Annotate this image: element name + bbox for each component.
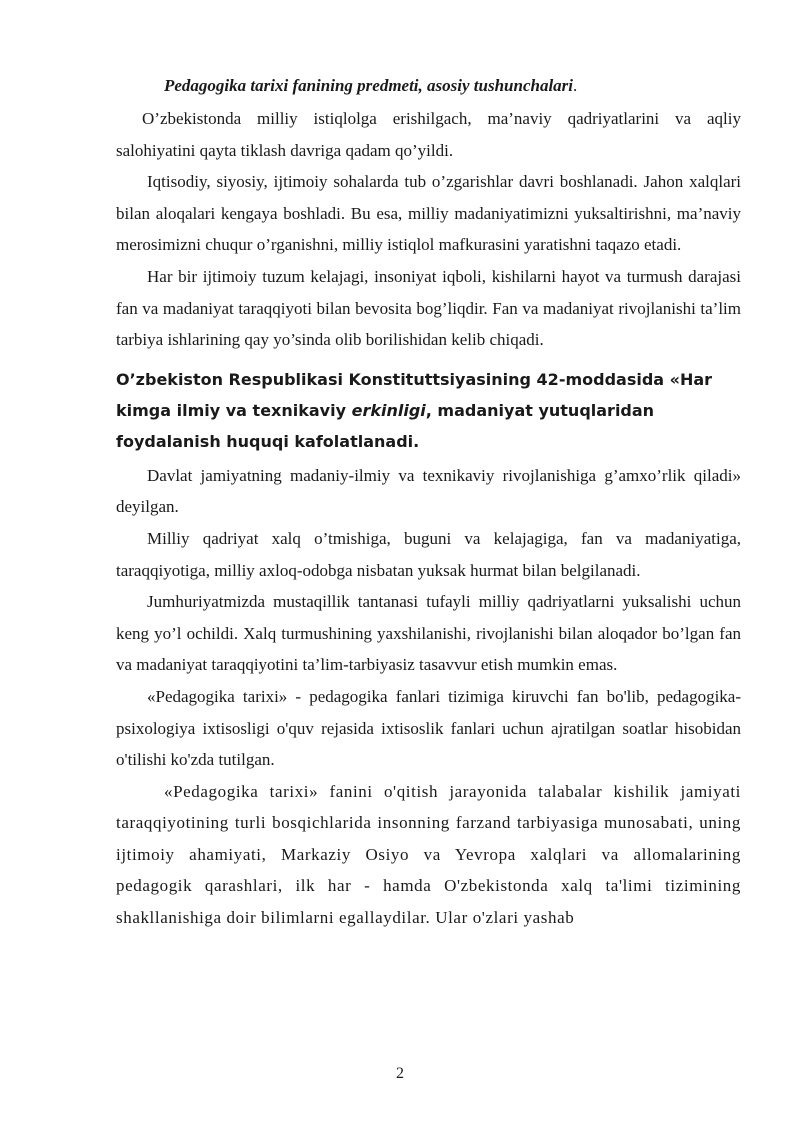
paragraph-5: Milliy qadriyat xalq o’tmishiga, buguni va kelajagiga, fan va madaniyatiga, taraqqiyotiga, milliy axloq-odobga nisbatan yuksak hurmat bilan belgilanadi. — [116, 528, 741, 580]
constitution-heading: O’zbekiston Respublikasi Konstituttsiyasining 42-moddasida «Har kimga ilmiy va texnikaviy erkinligi, madaniyat yutuqlaridan foydalanish huquqi kafolatlanadi. — [116, 369, 713, 451]
section-title: Pedagogika tarixi fanining predmeti, asosiy tushunchalari. — [164, 76, 578, 95]
paragraph-1: O’zbekistonda milliy istiqlolga erishilgach, ma’naviy qadriyatlarini va aqliy salohiyatini qayta tiklash davriga qadam qo’yildi. — [116, 109, 741, 160]
page-content — [116, 70, 741, 934]
page-number: 2 — [396, 1065, 404, 1082]
paragraph-6: Jumhuriyatmizda mustaqillik tantanasi tufayli milliy qadriyatlarni yuksalishi uchun keng yo’l ochildi. Xalq turmushining yaxshilanishi, rivojlanishi bilan aloqador bo’lgan fan va madaniyat taraqqiyotini ta’lim-tarbiyasiz tasavvur etish mumkin emas. — [116, 592, 741, 675]
paragraph-8: «Pedagogika tarixi» fanini o'qitish jarayonida talabalar kishilik jamiyati taraqqiyotining turli bosqichlarida insonning farzand tarbiyasiga munosabati, uning ijtimoiy ahamiyati, Markaziy Osiyo va Yevropa xalqlari va allomalarining pedagogik qarashlari, ilk har - hamda O'zbekistonda xalq ta'limi tizimining shakllanishiga doir bilimlarni egallaydilar. Ular o'zlari yashab — [116, 781, 741, 928]
paragraph-7: «Pedagogika tarixi» - pedagogika fanlari tizimiga kiruvchi fan bo'lib, pedagogika-psixologiya ixtisosligi o'quv rejasida ixtisoslik fanlari uchun ajratilgan soatlar hisobidan o'tilishi ko'zda tutilgan. — [116, 686, 741, 770]
paragraph-4: Davlat jamiyatning madaniy-ilmiy va texnikaviy rivojlanishiga g’amxo’rlik qiladi» deyilgan. — [116, 465, 741, 517]
paragraph-3: Har bir ijtimoiy tuzum kelajagi, insoniyat iqboli, kishilarni hayot va turmush darajasi fan va madaniyat taraqqiyoti bilan bevosita bog’liqdir. Fan va madaniyat rivojlanishi ta’lim tarbiya ishlarining qay yo’sinda olib borilishidan kelib chiqadi. — [116, 266, 741, 350]
paragraph-2: Iqtisodiy, siyosiy, ijtimoiy sohalarda tub o’zgarishlar davri boshlanadi. Jahon xalqlari bilan aloqalari kengaya boshladi. Bu esa, milliy madaniyatimizni yuksaltirishni, ma’naviy merosimizni chuqur o’rganishni, milliy istiqlol mafkurasini yaratishni taqazo etadi. — [116, 172, 741, 255]
